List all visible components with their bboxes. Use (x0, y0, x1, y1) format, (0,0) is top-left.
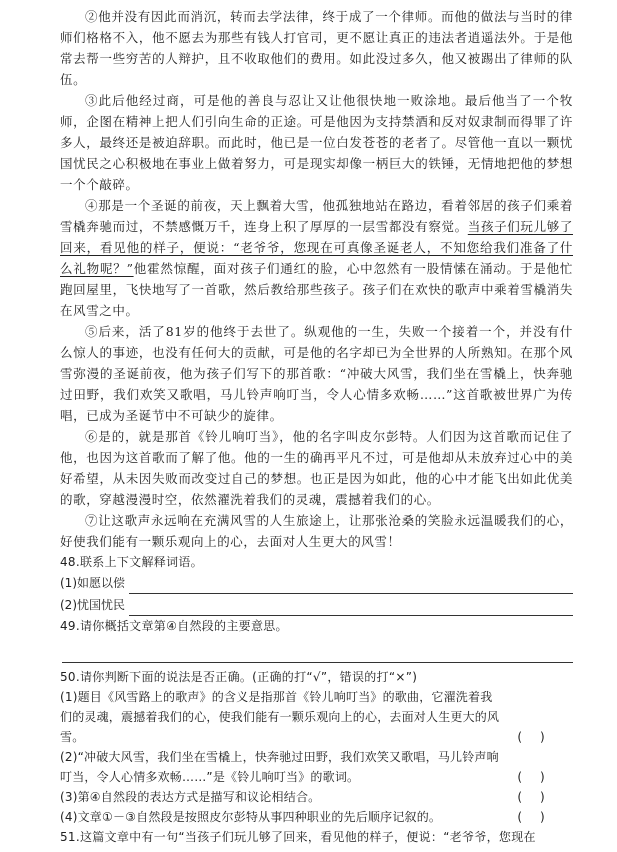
paragraph-3: ③此后他经过商，可是他的善良与忍让又让他很快地一败涂地。最后他当了一个牧师，企图在精神上把人们引向生命的正途。可是他因为支持禁酒和反对奴隶制而得罪了许多人，最终还是被迫辞职。而此时，他已是一位白发苍苍的老者了。尽管他一直以一颗忧国忧民之心积极地在事业上做着努力，可是现实却像一柄巨大的铁锤，无情地把他的梦想一个个敲碎。 (60, 93, 573, 192)
question-50-item-1 (60, 687, 573, 747)
question-48-item-2-label: (2)忧国忧民 (60, 598, 125, 612)
answer-line-48-1[interactable] (129, 577, 573, 594)
paragraph-4-underlined-sentence: 当孩子们玩儿够了回来，看见他的样子，便说：“老爷爷，您现在可真像圣诞老人，不知您给我们准备了什么礼物呢？” (60, 219, 573, 276)
question-49-prompt: 49.请你概括文章第④自然段的主要意思。 (60, 619, 288, 633)
paragraph-6: ⑥是的，就是那首《铃儿响叮当》，他的名字叫皮尔彭特。人们因为这首歌而记住了他，也因为这首歌而了解了他。他的一生的确再平凡不过，可是他却从未放弃过心中的美好希望，从未因失败而改变过自己的梦想。也正是因为如此，他的心中才能飞出如此优美的歌，穿越漫漫时空，依然濯洗着我们的灵魂，震撼着我们的心。 (60, 429, 573, 507)
question-50-item-2-text: (2)“冲破大风雪，我们坐在雪橇上，快奔驰过田野，我们欢笑又歌唱，马儿铃声响叮当，令人心情多欢畅……”是《铃儿响叮当》的歌词。 (60, 750, 499, 784)
answer-paren-50-2[interactable]: () (517, 770, 563, 784)
question-51-prompt: 51.这篇文章中有一句“当孩子们玩儿够了回来，看见他的样子，便说：“老爷爷，您现在 (60, 830, 536, 844)
paragraph-4-after: 他霍然惊醒，面对孩子们通红的脸，心中忽然有一股情愫在涌动。于是他忙跑回屋里，飞快地写了一首歌，然后教给那些孩子。孩子们在欢快的歌声中乘着雪橇消失在风雪之中。 (60, 261, 573, 318)
answer-line-48-2[interactable] (129, 599, 573, 616)
paragraph-4 (60, 195, 573, 321)
question-50-prompt: 50.请你判断下面的说法是否正确。(正确的打“√”，错误的打“×”) (60, 670, 418, 684)
question-50-item-4 (60, 807, 573, 827)
question-50-item-1-text: (1)题目《风雪路上的歌声》的含义是指那首《铃儿响叮当》的歌曲，它濯洗着我们的灵魂，震撼着我们的心，使我们能有一颗乐观向上的心，去面对人生更大的风雪。 (60, 690, 500, 744)
question-50-item-3 (60, 787, 573, 807)
paragraph-5: ⑤后来，活了81岁的他终于去世了。纵观他的一生，失败一个接着一个，并没有什么惊人的事迹，也没有任何大的贡献，可是他的名字却已为全世界的人所熟知。在那个风雪弥漫的圣诞前夜，他为孩子们写下的那首歌：“冲破大风雪，我们坐在雪橇上，快奔驰过田野，我们欢笑又歌唱，马儿铃声响叮当，令人心情多欢畅……”这首歌被世界广为传唱，已成为圣诞节中不可缺少的旋律。 (60, 324, 573, 423)
question-50-item-2 (60, 747, 573, 787)
question-48-item-1-label: (1)如愿以偿 (60, 576, 125, 590)
question-48-item-2 (60, 594, 573, 616)
paragraph-4-before: ④那是一个圣诞的前夜，天上飘着大雪，他孤独地站在路边，看着邻居的孩子们乘着雪橇奔驰而过，不禁感慨万千，连身上积了厚厚的一层雪都没有察觉。 (60, 198, 573, 234)
answer-paren-50-4[interactable]: () (517, 810, 563, 824)
question-50-item-3-text: (3)第④自然段的表达方式是描写和议论相结合。 (60, 790, 321, 804)
answer-paren-50-1[interactable]: () (517, 730, 563, 744)
paragraph-7: ⑦让这歌声永远响在充满风雪的人生旅途上，让那张沧桑的笑脸永远温暖我们的心，好使我们能有一颗乐观向上的心，去面对人生更大的风雪！ (60, 513, 573, 549)
answer-line-49[interactable] (62, 636, 573, 663)
paragraph-2: ②他并没有因此而消沉，转而去学法律，终于成了一个律师。而他的做法与当时的律师们格格不入，他不愿去为那些有钱人打官司，更不愿让真正的违法者逍遥法外。于是他常去帮一些穷苦的人辩护，且不收取他们的费用。如此没过多久，他又被踢出了律师的队伍。 (60, 9, 573, 87)
question-50-item-4-text: (4)文章①－③自然段是按照皮尔彭特从事四种职业的先后顺序记叙的。 (60, 810, 442, 824)
question-48-item-1 (60, 572, 573, 594)
question-48-prompt: 48.联系上下文解释词语。 (60, 555, 203, 569)
answer-paren-50-3[interactable]: () (517, 790, 563, 804)
